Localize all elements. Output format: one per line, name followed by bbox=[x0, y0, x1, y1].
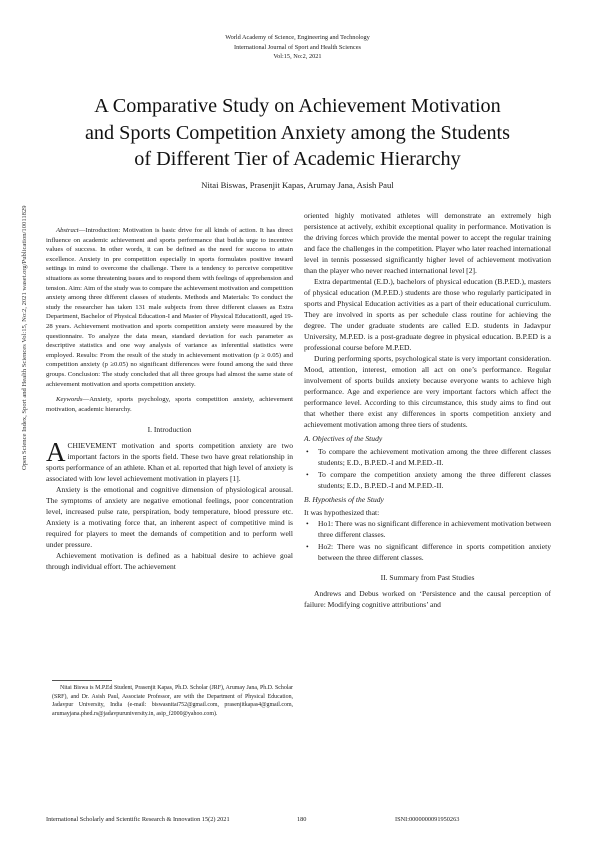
author-list: Nitai Biswas, Prasenjit Kapas, Arumay Jana, Asish Paul bbox=[201, 180, 394, 190]
subsection-objectives: A. Objectives of the Study bbox=[304, 434, 383, 443]
keywords-text: —Anxiety, sports psychology, sports competition anxiety, achievement motivation, academic hierarchy. bbox=[46, 396, 293, 413]
objective-item: • To compare the competition anxiety among the three different classes students; E.D., B.P.ED.-I and M.P.ED.-II. bbox=[318, 469, 551, 491]
right-column bbox=[304, 210, 551, 610]
section-heading-summary: II. Summary from Past Studies bbox=[380, 573, 475, 582]
header-line-3: Vol:15, No:2, 2021 bbox=[273, 53, 322, 61]
paper-title bbox=[40, 93, 555, 173]
footer-page-number: 180 bbox=[297, 816, 307, 823]
intro-paragraph-3: Achievement motivation is defined as a habitual desire to achieve goal through individual effort. The achievement bbox=[46, 551, 293, 572]
left-column bbox=[46, 226, 293, 572]
footer-publisher: International Scholarly and Scientific Research & Innovation 15(2) 2021 bbox=[46, 816, 230, 823]
header-line-2: International Journal of Sport and Health Sciences bbox=[234, 43, 361, 51]
side-margin-text: Open Science Index, Sport and Health Sciences Vol:15, No:2, 2021 waset.org/Publication/10011829 bbox=[21, 205, 28, 470]
intro-paragraph-2: Anxiety is the emotional and cognitive dimension of physiological arousal. The symptoms of anxiety are negative emotional feelings, poor concentration level, increased pulse rate, perspiration, body temperature, blood pressure etc. Anxiety is a motivating force that, an inherent aspect of competitive mind is required for players to meet the demands of competition and to perform well under pressure. bbox=[46, 485, 293, 550]
abstract-text: —Introduction: Motivation is basic drive for all kinds of action. It has direct influence on academic achievement and sports performance that builds urge to incentive values of success. In other words, it can be defined as the need for success to attain excellence. Anxiety in pre competition especially in sports formulates positive inward settings in mind to overcome the challenge. There is a tendency to perceive competitive situations as some threatening issues and to respond them with feelings of apprehension and tension. Aim: Aim of the study was to compare the achievement motivation and competition anxiety among three different classes of students. Methods and Materials: To conduct the study the researcher has taken 131 male subjects from three different classes as Extra Department, Bachelor of Physical Education-I and Master of Physical EducationII, aged 19-28 years. Achievement motivation and sports competition anxiety were measured by the questionnaire. To analyze the data mean, standard deviation for each parameter as descriptive statistics and one way analysis of variance as inferential statistics were employed. Results: From the result of the study in achievement motivation (p ≥ 0.05) and competition anxiety (p ≥0.05) no significant differences were found among the said three groups. Conclusion: The study concluded that all three groups had almost the same state of achievement motivation and sports competition anxiety. bbox=[46, 227, 294, 388]
title-line-2: and Sports Competition Anxiety among the Students bbox=[84, 121, 511, 144]
right-paragraph-3: During performing sports, psychological state is very important consideration. Mood, attention, interest, emotion all act on one’s performance. Regular involvement of sports builds anxiety because everyone wants to achieve high performance. Age and experience are very important factors which affect the performance level. According to this circumstance, this study aims to find out that whether there exist any differences in sports competition anxiety and achievement motivation among three tiers of students. bbox=[304, 354, 551, 429]
abstract-label: Abstract bbox=[56, 227, 79, 234]
summary-paragraph: Andrews and Debus worked on ‘Persistence and the causal perception of failure: Modifying cognitive attributions’ and bbox=[304, 589, 551, 609]
footer-issn: ISNI:0000000091950263 bbox=[395, 816, 460, 823]
title-line-3: of Different Tier of Academic Hierarchy bbox=[134, 148, 461, 170]
subsection-hypothesis: B. Hypothesis of the Study bbox=[304, 495, 384, 504]
hypothesis-item: • Ho1: There was no significant difference in achievement motivation between three different classes. bbox=[318, 518, 551, 540]
title-line-1: A Comparative Study on Achievement Motivation bbox=[94, 95, 501, 117]
drop-cap: A bbox=[46, 437, 66, 468]
right-paragraph-2: Extra departmental (E.D.), bachelors of physical education (B.P.ED.), masters of physical education (M.P.ED.) students are those who regularly participated in sports and Physical Education activities as a part of their educational curriculum. They are involved in sports as per schedule class routine for achieving the degree. The under graduate students are called E.D. students in Jadavpur University, M.P.ED. is a post-graduate degree in physical education. B.P.ED is a professional course before M.P.ED. bbox=[304, 277, 551, 352]
header-line-1: World Academy of Science, Engineering and Technology bbox=[225, 34, 370, 41]
keywords-label: Keywords bbox=[56, 396, 83, 404]
author-footnote bbox=[52, 684, 293, 718]
hypotheses-list bbox=[304, 518, 551, 563]
journal-header bbox=[0, 33, 595, 62]
footnote-rule bbox=[52, 680, 112, 681]
hypothesis-item: • Ho2: There was no significant difference in sports competition anxiety between the three different classes. bbox=[318, 541, 551, 563]
objective-item: • To compare the achievement motivation among the three different classes students; E.D., B.P.ED.-I and M.P.ED.-II. bbox=[318, 446, 551, 468]
hypothesis-intro: It was hypothesized that: bbox=[304, 508, 380, 517]
objectives-list bbox=[304, 446, 551, 491]
abstract bbox=[46, 226, 293, 414]
intro-paragraph-1: CHIEVEMENT motivation and sports competition anxiety are two important factors in the sports field. These two have great relationship in sports performance of an athlete. Khan et al. reported that high level of anxiety is associated with low level achievement motivation in players [1]. bbox=[46, 441, 293, 484]
footnote-text: Nitai Biswa is M.P.Ed Student, Prasenjit Kapas, Ph.D. Scholar (JRF), Arumay Jana, Ph.D. Scholar (SRF), and Dr. Asish Paul, Associate Professor, are with the Department of Physical Education, Jadavpur University, India (e-mail: biswasnitai752@gmail.com, prasenjitkapas4@gmail.com, arumayjana.phed.rs@jadavpuruniversity.in, asip_f2000@yahoo.com). bbox=[52, 685, 293, 717]
section-heading-introduction: I. Introduction bbox=[147, 425, 192, 435]
right-paragraph-1: oriented highly motivated athletes will demonstrate an extremely high persistence at actively, exhibit exceptional quality in performance. Motivation is the driving forces which provide the mental power to accept the regular training and face the challenges in the competition. Player who later reached international level in tennis possessed significantly higher level of achievement motivation than the player who never reached international level [2]. bbox=[304, 211, 551, 275]
